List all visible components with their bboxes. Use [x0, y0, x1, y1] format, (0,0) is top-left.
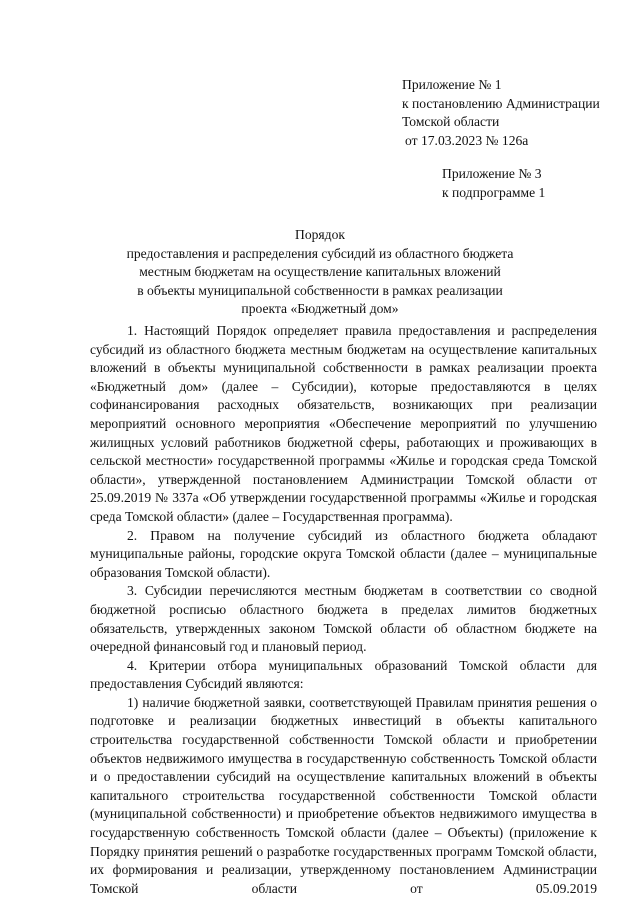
- appendix-3-header: [442, 165, 545, 202]
- paragraph-4: 4. Критерии отбора муниципальных образований Томской области для предоставления Субсидий являются:: [90, 657, 597, 692]
- document-body: [90, 322, 597, 898]
- appendix-1-line-2: к постановлению Администрации: [402, 95, 600, 111]
- paragraph-1: 1. Настоящий Порядок определяет правила предоставления и распределения субсидий из областного бюджета местным бюджетам на осуществление капитальных вложений в объекты муниципальной собственности в рамках реализации проекта «Бюджетный дом» (далее – Субсидии), которые предоставляются в целях софинансирования расходных обязательств, возникающих при реализации мероприятий основного мероприятия «Обеспечение мероприятий по улучшению жилищных условий работников бюджетной сферы, работающих и проживающих в сельской местности» государственной программы «Жилье и городская среда Томской области», утвержденной постановлением Администрации Томской области от 25.09.2019 № 337а «Об утверждении государственной программы «Жилье и городская среда Томской области» (далее – Государственная программа).: [90, 323, 597, 524]
- appendix-1-header: [402, 76, 600, 150]
- paragraph-5: 1) наличие бюджетной заявки, соответствующей Правилам принятия решения о подготовке и реализации бюджетных инвестиций в объекты капитального строительства государственной собственности Томской области и приобретении объектов недвижимого имущества в государственную собственность Томской области и о предоставлении субсидий на осуществление капитальных вложений в объекты капитального строительства государственной собственности Томской области (муниципальной собственности) и приобретение объектов недвижимого имущества в государственную собственность Томской области (далее – Объекты) (приложение к Порядку принятия решений о разработке государственных программ Томской области, их формирования и реализации, утвержденному постановлением Администрации Томской области от 05.09.2019: [90, 694, 597, 896]
- appendix-1-line-4: от 17.03.2023 № 126а: [405, 132, 529, 148]
- title-line-4: в объекты муниципальной собственности в рамках реализации: [137, 282, 503, 298]
- document-title: [90, 226, 550, 319]
- appendix-3-line-1: Приложение № 3: [442, 166, 542, 181]
- appendix-1-line-3: Томской области: [402, 114, 500, 129]
- title-line-2: предоставления и распределения субсидий из областного бюджета: [126, 245, 514, 261]
- paragraph-3: 3. Субсидии перечисляются местным бюджетам в соответствии со сводной бюджетной росписью областного бюджета в пределах лимитов бюджетных обязательств, утвержденных законом Томской области об областном бюджете на очередной финансовый год и плановый период.: [90, 583, 597, 655]
- title-line-3: местным бюджетам на осуществление капитальных вложений: [139, 264, 501, 279]
- appendix-1-line-1: Приложение № 1: [402, 77, 502, 92]
- title-line-1: Порядок: [295, 227, 345, 242]
- appendix-3-line-2: к подпрограмме 1: [442, 184, 546, 200]
- paragraph-2: 2. Правом на получение субсидий из областного бюджета обладают муниципальные районы, городские округа Томской области (далее – муниципальные образования Томской области).: [90, 527, 597, 580]
- title-line-5: проекта «Бюджетный дом»: [241, 301, 399, 316]
